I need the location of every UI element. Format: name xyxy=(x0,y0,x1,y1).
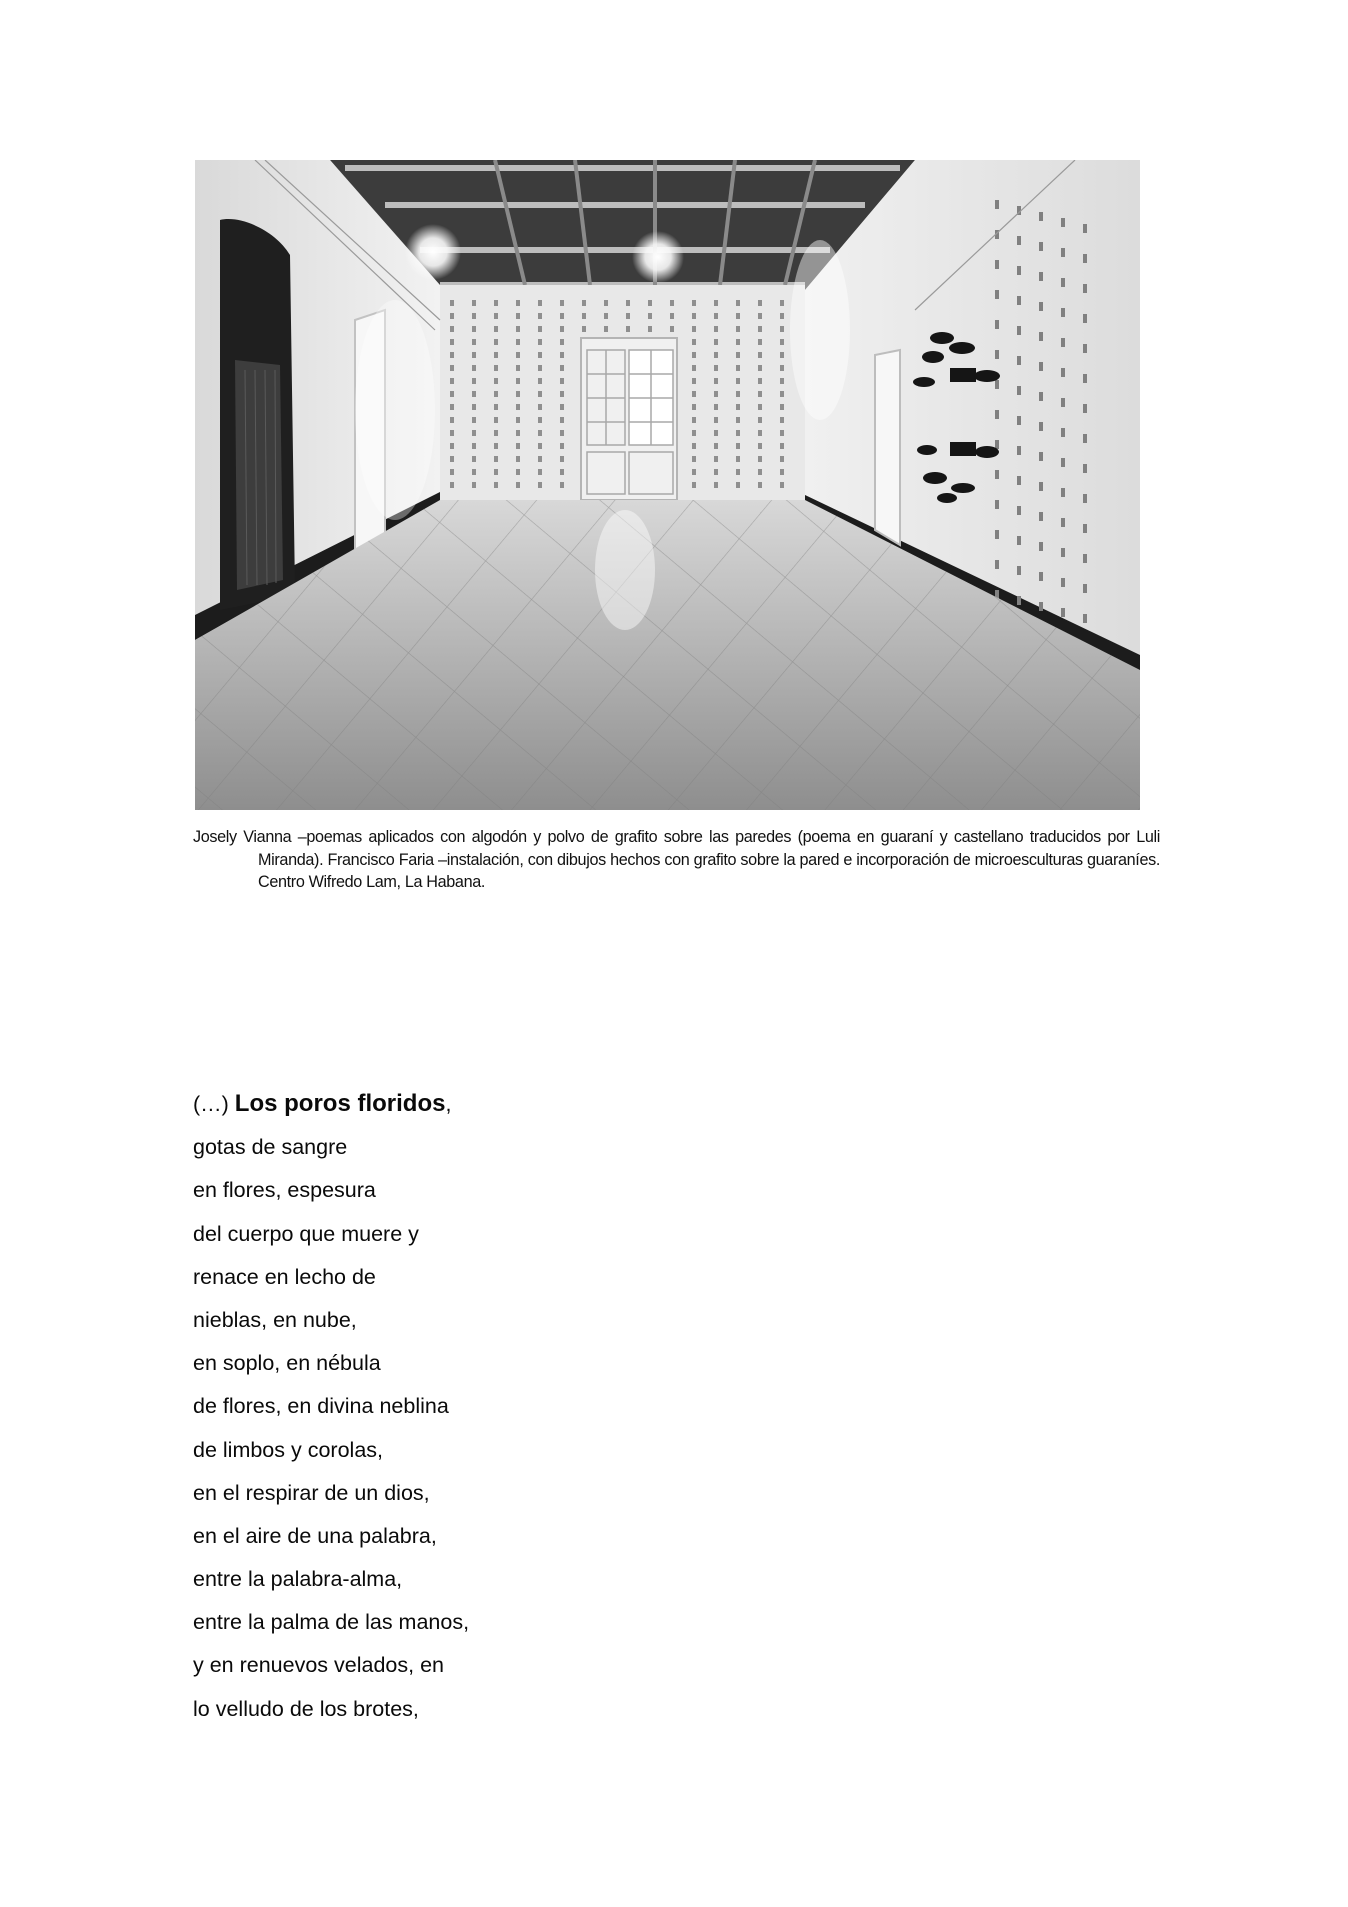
wall-mark xyxy=(472,456,476,462)
wall-mark xyxy=(1061,518,1065,527)
poem xyxy=(193,1089,469,1737)
wall-mark xyxy=(538,365,542,371)
french-door xyxy=(581,338,677,500)
wall-mark xyxy=(714,378,718,384)
wall-mark xyxy=(995,380,999,389)
wall-mark xyxy=(714,391,718,397)
wall-mark xyxy=(995,410,999,419)
wall-mark xyxy=(995,440,999,449)
wall-mark xyxy=(1017,446,1021,455)
poem-line: en soplo, en nébula xyxy=(193,1351,381,1376)
poem-title: Los poros floridos xyxy=(234,1090,446,1117)
wall-mark xyxy=(692,417,696,423)
wall-mark xyxy=(516,456,520,462)
wall-mark xyxy=(1083,614,1087,623)
wall-mark xyxy=(450,378,454,384)
wall-mark xyxy=(692,391,696,397)
wall-mark xyxy=(780,339,784,345)
wall-mark xyxy=(1039,602,1043,611)
wall-mark xyxy=(560,326,564,332)
wall-mark xyxy=(494,339,498,345)
wall-mark xyxy=(692,378,696,384)
wall-mark xyxy=(626,300,630,306)
wall-mark xyxy=(648,326,652,332)
wall-mark xyxy=(995,290,999,299)
wall-mark xyxy=(604,313,608,319)
wall-mark xyxy=(692,313,696,319)
wall-mark xyxy=(538,378,542,384)
wall-mark xyxy=(1061,398,1065,407)
wall-mark xyxy=(692,365,696,371)
wall-mark xyxy=(1017,266,1021,275)
wall-mark xyxy=(714,430,718,436)
wall-mark xyxy=(758,417,762,423)
wall-mark xyxy=(1017,506,1021,515)
wall-mark xyxy=(1061,248,1065,257)
wall-mark xyxy=(516,391,520,397)
wall-mark xyxy=(560,404,564,410)
wall-mark xyxy=(1061,278,1065,287)
wall-mark xyxy=(472,469,476,475)
wall-mark xyxy=(450,456,454,462)
wall-mark xyxy=(1039,362,1043,371)
wall-mark xyxy=(780,326,784,332)
wall-mark xyxy=(736,391,740,397)
wall-mark xyxy=(582,300,586,306)
wall-mark xyxy=(758,443,762,449)
wall-mark xyxy=(450,339,454,345)
wall-mark xyxy=(670,300,674,306)
wall-mark xyxy=(516,352,520,358)
wall-mark xyxy=(472,326,476,332)
wall-mark xyxy=(714,352,718,358)
wall-mark xyxy=(714,404,718,410)
wall-mark xyxy=(1039,572,1043,581)
wall-mark xyxy=(450,391,454,397)
wall-mark xyxy=(516,313,520,319)
wall-mark xyxy=(692,352,696,358)
wall-mark xyxy=(1083,374,1087,383)
wall-mark xyxy=(450,430,454,436)
wall-mark xyxy=(1017,356,1021,365)
wall-mark xyxy=(1083,284,1087,293)
wall-mark xyxy=(494,417,498,423)
wall-mark xyxy=(516,482,520,488)
wall-mark xyxy=(516,300,520,306)
wall-mark xyxy=(604,300,608,306)
wall-mark xyxy=(1039,332,1043,341)
wall-mark xyxy=(472,417,476,423)
poem-line: lo velludo de los brotes, xyxy=(193,1696,419,1721)
wall-mark xyxy=(736,352,740,358)
wall-mark xyxy=(736,365,740,371)
wall-mark xyxy=(1083,224,1087,233)
wall-mark xyxy=(538,339,542,345)
wall-mark xyxy=(494,365,498,371)
wall-mark xyxy=(758,365,762,371)
wall-mark xyxy=(1017,386,1021,395)
wall-mark xyxy=(736,404,740,410)
wall-mark xyxy=(450,326,454,332)
wall-mark xyxy=(472,300,476,306)
poem-line: en el respirar de un dios, xyxy=(193,1480,430,1505)
wall-mark xyxy=(780,365,784,371)
wall-mark xyxy=(758,378,762,384)
poem-line: de limbos y corolas, xyxy=(193,1437,383,1462)
wall-mark xyxy=(758,300,762,306)
wall-mark xyxy=(736,417,740,423)
wall-mark xyxy=(1083,524,1087,533)
wall-mark xyxy=(516,378,520,384)
wall-mark xyxy=(995,260,999,269)
wall-mark xyxy=(670,313,674,319)
wall-mark xyxy=(450,352,454,358)
wall-mark xyxy=(1083,314,1087,323)
wall-mark xyxy=(995,200,999,209)
wall-mark xyxy=(560,469,564,475)
wall-mark xyxy=(1061,428,1065,437)
wall-mark xyxy=(494,352,498,358)
wall-mark xyxy=(1061,218,1065,227)
wall-mark xyxy=(538,313,542,319)
wall-mark xyxy=(758,404,762,410)
wall-mark xyxy=(450,469,454,475)
title-comma: , xyxy=(445,1092,452,1116)
wall-mark xyxy=(538,404,542,410)
gallery-photo-illustration xyxy=(195,160,1140,810)
wall-mark xyxy=(472,482,476,488)
wall-mark xyxy=(472,443,476,449)
wall-mark xyxy=(626,326,630,332)
wall-mark xyxy=(560,456,564,462)
wall-mark xyxy=(1017,326,1021,335)
wall-mark xyxy=(516,339,520,345)
wall-mark xyxy=(692,482,696,488)
wall-mark xyxy=(1017,596,1021,605)
wall-mark xyxy=(582,313,586,319)
wall-mark xyxy=(450,313,454,319)
wall-mark xyxy=(736,430,740,436)
wall-mark xyxy=(736,482,740,488)
wall-mark xyxy=(714,339,718,345)
wall-mark xyxy=(538,417,542,423)
wall-mark xyxy=(472,378,476,384)
wall-mark xyxy=(1083,344,1087,353)
wall-mark xyxy=(1083,404,1087,413)
floor-reflection xyxy=(595,510,655,630)
wall-mark xyxy=(516,404,520,410)
wall-mark xyxy=(692,404,696,410)
wall-mark xyxy=(780,378,784,384)
wall-mark xyxy=(736,326,740,332)
poem-line: en el aire de una palabra, xyxy=(193,1523,437,1548)
wall-mark xyxy=(995,350,999,359)
wall-mark xyxy=(472,430,476,436)
wall-mark xyxy=(780,443,784,449)
wall-mark xyxy=(1061,608,1065,617)
wall-mark xyxy=(780,469,784,475)
wall-mark xyxy=(626,313,630,319)
wall-mark xyxy=(516,469,520,475)
wall-mark xyxy=(516,443,520,449)
right-doorway xyxy=(875,350,900,545)
wall-mark xyxy=(582,326,586,332)
poem-line: gotas de sangre xyxy=(193,1135,348,1160)
wall-mark xyxy=(538,456,542,462)
wall-mark xyxy=(1039,212,1043,221)
wall-mark xyxy=(1039,452,1043,461)
wall-mark xyxy=(538,443,542,449)
wall-mark xyxy=(714,469,718,475)
wall-mark xyxy=(1039,272,1043,281)
wall-mark xyxy=(692,339,696,345)
wall-mark xyxy=(780,313,784,319)
wall-mark xyxy=(472,391,476,397)
wall-mark xyxy=(736,469,740,475)
wall-mark xyxy=(450,417,454,423)
wall-mark xyxy=(1039,392,1043,401)
wall-mark xyxy=(560,352,564,358)
wall-mark xyxy=(736,443,740,449)
wall-mark xyxy=(1061,368,1065,377)
wall-mark xyxy=(1039,482,1043,491)
wall-mark xyxy=(538,391,542,397)
wall-mark xyxy=(780,391,784,397)
wall-mark xyxy=(692,326,696,332)
wall-mark xyxy=(538,430,542,436)
wall-mark xyxy=(1083,584,1087,593)
wall-mark xyxy=(780,300,784,306)
wall-mark xyxy=(758,430,762,436)
poem-line: y en renuevos velados, en xyxy=(193,1653,444,1678)
poem-line: de flores, en divina neblina xyxy=(193,1394,449,1419)
wall-mark xyxy=(736,456,740,462)
wall-mark xyxy=(560,378,564,384)
wall-mark xyxy=(516,326,520,332)
caption-text: Josely Vianna –poemas aplicados con algodón y polvo de grafito sobre las paredes (poema en guaraní y castellano traducidos por Luli Miranda). Francisco Faria –instalación, con dibujos hechos con grafito sobre la pared e incorporación de microesculturas guaraníes. Centro Wifredo Lam, La Habana. xyxy=(193,828,1160,891)
wall-mark xyxy=(736,378,740,384)
wall-mark xyxy=(1017,236,1021,245)
wall-mark xyxy=(494,313,498,319)
wall-mark xyxy=(1017,416,1021,425)
wall-mark xyxy=(692,300,696,306)
wall-mark xyxy=(560,391,564,397)
wall-mark xyxy=(604,326,608,332)
wall-mark xyxy=(780,430,784,436)
wall-mark xyxy=(472,313,476,319)
poem-line: renace en lecho de xyxy=(193,1264,376,1289)
wall-mark xyxy=(494,456,498,462)
wall-mark xyxy=(516,430,520,436)
wall-mark xyxy=(1017,476,1021,485)
wall-mark xyxy=(692,443,696,449)
poem-first-line xyxy=(193,1089,469,1132)
wall-mark xyxy=(538,326,542,332)
wall-mark xyxy=(494,443,498,449)
wall-mark xyxy=(1061,308,1065,317)
wall-mark xyxy=(1039,242,1043,251)
wall-mark xyxy=(692,430,696,436)
wall-mark xyxy=(758,482,762,488)
gallery-photo xyxy=(195,160,1140,810)
wall-mark xyxy=(736,313,740,319)
wall-mark xyxy=(472,352,476,358)
wall-mark xyxy=(1039,512,1043,521)
wall-mark xyxy=(758,456,762,462)
wall-mark xyxy=(714,365,718,371)
wall-mark xyxy=(995,500,999,509)
wall-mark xyxy=(538,352,542,358)
wall-mark xyxy=(1061,578,1065,587)
wall-mark xyxy=(758,326,762,332)
wall-mark xyxy=(494,300,498,306)
wall-mark xyxy=(450,300,454,306)
wall-mark xyxy=(494,378,498,384)
wall-mark xyxy=(450,482,454,488)
wall-mark xyxy=(714,482,718,488)
wall-mark xyxy=(1083,254,1087,263)
wall-mark xyxy=(494,326,498,332)
wall-mark xyxy=(472,365,476,371)
wall-mark xyxy=(692,456,696,462)
wall-mark xyxy=(472,339,476,345)
spotlight-right xyxy=(632,231,684,283)
wall-mark xyxy=(1061,488,1065,497)
wall-mark xyxy=(560,417,564,423)
wall-mark xyxy=(494,469,498,475)
wall-mark xyxy=(648,313,652,319)
wall-mark xyxy=(780,456,784,462)
wall-mark xyxy=(780,404,784,410)
wall-mark xyxy=(758,391,762,397)
wall-mark xyxy=(1061,458,1065,467)
poem-line: del cuerpo que muere y xyxy=(193,1221,419,1246)
wall-mark xyxy=(560,430,564,436)
wall-mark xyxy=(560,339,564,345)
wall-mark xyxy=(1083,554,1087,563)
wall-mark xyxy=(560,482,564,488)
wall-mark xyxy=(1083,464,1087,473)
poem-line: entre la palabra-alma, xyxy=(193,1567,403,1592)
wall-mark xyxy=(494,482,498,488)
wall-mark xyxy=(714,313,718,319)
wall-mark xyxy=(736,300,740,306)
wall-mark xyxy=(450,365,454,371)
poem-line: entre la palma de las manos, xyxy=(193,1610,470,1635)
wall-mark xyxy=(1039,302,1043,311)
wall-mark xyxy=(560,365,564,371)
wall-mark xyxy=(648,300,652,306)
wall-mark xyxy=(538,482,542,488)
wall-mark xyxy=(780,352,784,358)
wall-mark xyxy=(995,470,999,479)
wall-mark xyxy=(1039,542,1043,551)
wall-mark xyxy=(538,300,542,306)
wall-mark xyxy=(995,320,999,329)
wall-mark xyxy=(1061,548,1065,557)
wall-mark xyxy=(714,443,718,449)
wall-mark xyxy=(1017,536,1021,545)
wall-mark xyxy=(494,391,498,397)
wall-mark xyxy=(995,560,999,569)
wall-mark xyxy=(758,352,762,358)
spotlight-left xyxy=(405,224,461,280)
wall-mark xyxy=(1083,434,1087,443)
wall-mark xyxy=(1017,566,1021,575)
wall-mark xyxy=(472,404,476,410)
poem-line: nieblas, en nube, xyxy=(193,1307,357,1332)
wall-mark xyxy=(692,469,696,475)
wall-mark xyxy=(780,417,784,423)
wall-mark xyxy=(450,443,454,449)
wall-mark xyxy=(780,482,784,488)
wall-mark xyxy=(1039,422,1043,431)
wall-mark xyxy=(714,456,718,462)
wall-mark xyxy=(516,417,520,423)
wall-mark xyxy=(560,300,564,306)
wall-mark xyxy=(494,430,498,436)
wall-mark xyxy=(494,404,498,410)
wall-mark xyxy=(714,300,718,306)
wall-mark xyxy=(714,326,718,332)
wall-mark xyxy=(758,313,762,319)
wall-mark xyxy=(758,339,762,345)
wall-mark xyxy=(1017,296,1021,305)
wall-mark xyxy=(538,469,542,475)
wall-mark xyxy=(560,313,564,319)
wall-mark xyxy=(560,443,564,449)
wall-mark xyxy=(1061,338,1065,347)
wall-mark xyxy=(714,417,718,423)
wall-mark xyxy=(516,365,520,371)
poem-line: en flores, espesura xyxy=(193,1178,376,1203)
wall-mark xyxy=(995,530,999,539)
wall-mark xyxy=(758,469,762,475)
photo-caption xyxy=(193,826,1160,894)
wall-mark xyxy=(736,339,740,345)
ellipsis-prefix: (…) xyxy=(193,1092,235,1116)
wall-mark xyxy=(1083,494,1087,503)
wall-mark xyxy=(450,404,454,410)
wall-mark xyxy=(670,326,674,332)
